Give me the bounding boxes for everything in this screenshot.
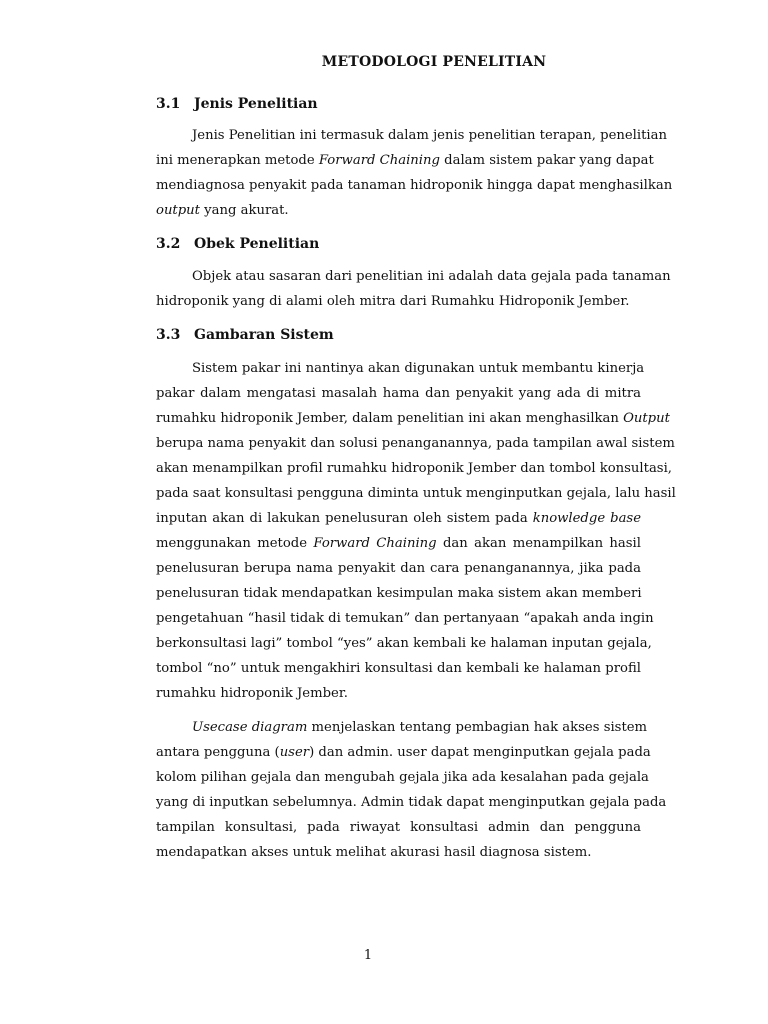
text-run: penelusuran tidak mendapatkan kesimpulan maka sistem akan memberi — [156, 586, 642, 601]
text-run: mendiagnosa penyakit pada tanaman hidroponik hingga dapat menghasilkan — [156, 178, 673, 193]
paragraph — [156, 715, 667, 865]
text-line — [156, 406, 670, 431]
italic-term: Output — [623, 411, 670, 426]
text-line — [156, 506, 641, 531]
paragraph — [156, 264, 671, 314]
text-line — [156, 631, 652, 656]
text-run: rumahku hidroponik Jember, dalam penelitian ini akan menghasilkan — [156, 411, 624, 426]
italic-term: user — [279, 745, 310, 760]
section-heading-3-3 — [156, 327, 334, 343]
text-run: kolom pilihan gejala dan mengubah gejala jika ada kesalahan pada gejala — [156, 770, 649, 785]
section-title: Obek Penelitian — [194, 236, 320, 252]
text-run: menggunakan metode — [156, 536, 314, 551]
text-line — [156, 715, 648, 740]
section-title: Jenis Penelitian — [194, 96, 318, 112]
text-run: menjelaskan tentang pembagian hak akses sistem — [307, 720, 648, 735]
section-number: 3.3 — [156, 327, 181, 343]
page-title: METODOLOGI PENELITIAN — [321, 54, 547, 70]
text-line — [156, 198, 641, 223]
text-run: dalam sistem pakar yang dapat — [439, 153, 654, 168]
section-heading-3-2 — [156, 236, 319, 252]
text-run: mendapatkan akses untuk melihat akurasi hasil diagnosa sistem. — [156, 845, 592, 860]
text-run: berkonsultasi lagi” tombol “yes” akan kembali ke halaman inputan gejala, — [156, 636, 652, 651]
text-run: ) dan admin. user dapat menginputkan gejala pada — [309, 745, 651, 760]
text-line — [156, 765, 649, 790]
section-number: 3.2 — [156, 236, 181, 252]
text-line — [156, 431, 675, 456]
section-heading-3-1 — [156, 96, 318, 112]
text-run: pakar dalam mengatasi masalah hama dan penyakit yang ada di mitra — [156, 386, 641, 401]
section-title: Gambaran Sistem — [194, 327, 334, 343]
text-run: penelusuran berupa nama penyakit dan cara penanganannya, jika pada — [156, 561, 641, 576]
page-number: 1 — [363, 948, 373, 963]
text-run: pada saat konsultasi pengguna diminta untuk menginputkan gejala, lalu hasil — [156, 486, 676, 501]
italic-term: knowledge base — [532, 511, 642, 526]
italic-term: Forward Chaining — [318, 153, 440, 168]
text-run: Objek atau sasaran dari penelitian ini adalah data gejala pada tanaman — [192, 269, 671, 284]
text-line — [156, 740, 651, 765]
text-run: dan akan menampilkan hasil — [436, 536, 641, 551]
italic-term: Usecase diagram — [192, 720, 308, 735]
text-line — [156, 148, 654, 173]
text-run: inputan akan di lakukan penelusuran oleh sistem pada — [156, 511, 533, 526]
text-line — [156, 289, 641, 314]
text-run: Sistem pakar ini nantinya akan digunakan untuk membantu kinerja — [192, 361, 645, 376]
text-run: antara pengguna ( — [156, 745, 280, 760]
italic-term: Forward Chaining — [313, 536, 437, 551]
text-line — [156, 356, 645, 381]
text-run: ini menerapkan metode — [156, 153, 319, 168]
text-line — [156, 815, 641, 840]
paragraph — [156, 123, 673, 223]
text-run: Jenis Penelitian ini termasuk dalam jenis penelitian terapan, penelitian — [192, 128, 667, 143]
text-line — [156, 123, 667, 148]
text-line — [156, 790, 667, 815]
paragraph — [156, 356, 676, 706]
text-line — [156, 556, 641, 581]
text-line — [156, 606, 654, 631]
text-line — [156, 581, 641, 606]
text-run: berupa nama penyakit dan solusi penanganannya, pada tampilan awal sistem — [156, 436, 675, 451]
text-line — [156, 264, 671, 289]
text-line — [156, 481, 676, 506]
section-number: 3.1 — [156, 96, 181, 112]
text-line — [156, 173, 673, 198]
text-line — [156, 531, 641, 556]
text-run: pengetahuan “hasil tidak di temukan” dan pertanyaan “apakah anda ingin — [156, 611, 654, 626]
text-line — [156, 840, 641, 865]
text-run: akan menampilkan profil rumahku hidroponik Jember dan tombol konsultasi, — [156, 461, 672, 476]
text-run: rumahku hidroponik Jember. — [156, 686, 348, 701]
text-line — [156, 456, 672, 481]
italic-term: output — [156, 203, 200, 218]
text-line — [156, 656, 641, 681]
text-line — [156, 681, 641, 706]
text-run: hidroponik yang di alami oleh mitra dari Rumahku Hidroponik Jember. — [156, 294, 630, 309]
text-run: tombol “no” untuk mengakhiri konsultasi dan kembali ke halaman profil — [156, 661, 641, 676]
text-run: yang akurat. — [199, 203, 289, 218]
text-run: tampilan konsultasi, pada riwayat konsultasi admin dan pengguna — [156, 820, 641, 835]
text-run: yang di inputkan sebelumnya. Admin tidak dapat menginputkan gejala pada — [156, 795, 667, 810]
text-line — [156, 381, 641, 406]
